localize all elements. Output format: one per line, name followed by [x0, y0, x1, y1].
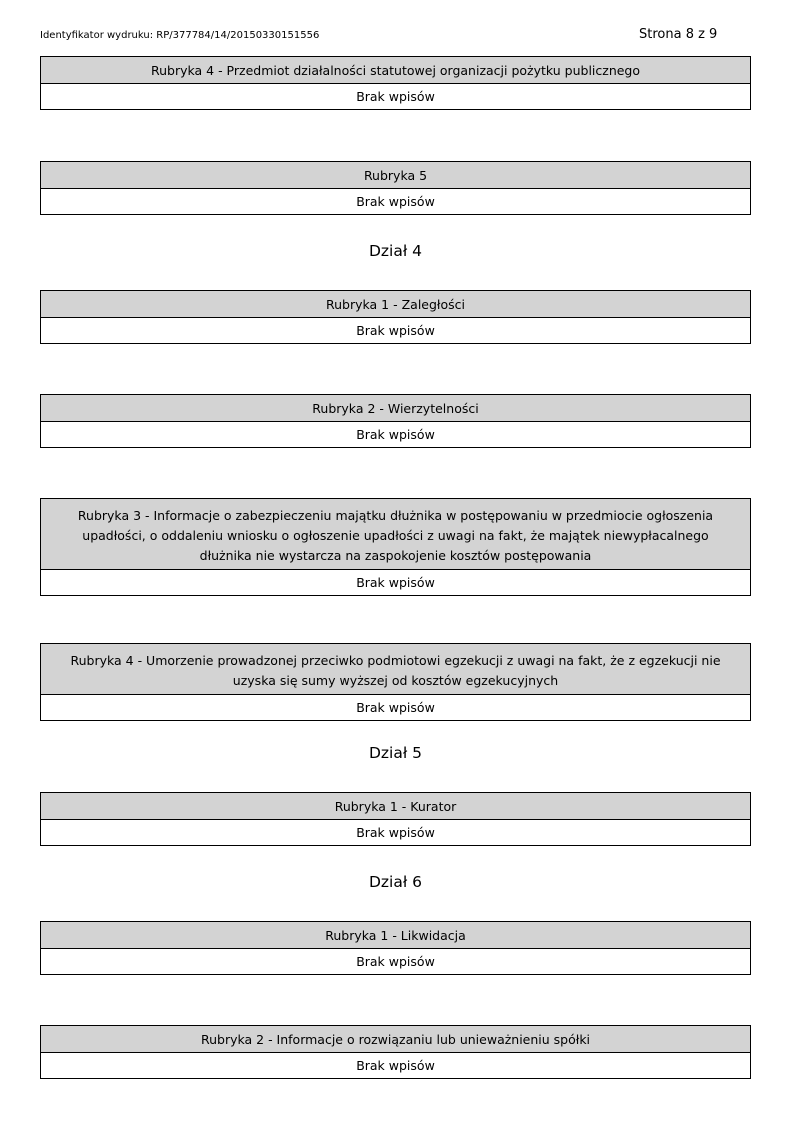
- print-identifier: Identyfikator wydruku: RP/377784/14/20150330151556: [40, 30, 320, 41]
- rubric-body: Brak wpisów: [356, 194, 435, 209]
- rubric-box: [40, 498, 751, 596]
- rubric-box: [40, 290, 751, 344]
- rubric-box: [40, 394, 751, 448]
- rubric-body: Brak wpisów: [356, 954, 435, 969]
- rubric-box: [40, 643, 751, 721]
- rubric-body: Brak wpisów: [356, 575, 435, 590]
- rubric-body: Brak wpisów: [356, 825, 435, 840]
- rubric-heading: Rubryka 4 - Przedmiot działalności statutowej organizacji pożytku publicznego: [41, 57, 750, 84]
- rubric-box: [40, 792, 751, 846]
- rubric-body: Brak wpisów: [356, 700, 435, 715]
- rubric-heading: Rubryka 1 - Likwidacja: [41, 922, 750, 949]
- rubric-body: Brak wpisów: [356, 323, 435, 338]
- rubric-heading: Rubryka 3 - Informacje o zabezpieczeniu majątku dłużnika w postępowaniu w przedmiocie ogłoszenia upadłości, o oddaleniu wniosku o ogłoszenie upadłości z uwagi na fakt, że majątek niewypłacalnego dłużnika nie wystarcza na zaspokojenie kosztów postępowania: [41, 499, 750, 570]
- rubric-box: [40, 921, 751, 975]
- rubric-box: [40, 161, 751, 215]
- section-title: Dział 4: [368, 242, 423, 260]
- rubric-body: Brak wpisów: [356, 89, 435, 104]
- rubric-box: [40, 56, 751, 110]
- rubric-heading: Rubryka 2 - Wierzytelności: [41, 395, 750, 422]
- rubric-heading: Rubryka 1 - Zaległości: [41, 291, 750, 318]
- rubric-heading: Rubryka 4 - Umorzenie prowadzonej przeciwko podmiotowi egzekucji z uwagi na fakt, że z egzekucji nie uzyska się sumy wyższej od kosztów egzekucyjnych: [41, 644, 750, 695]
- rubric-heading: Rubryka 1 - Kurator: [41, 793, 750, 820]
- rubric-body: Brak wpisów: [356, 1058, 435, 1073]
- rubric-box: [40, 1025, 751, 1079]
- rubric-heading: Rubryka 2 - Informacje o rozwiązaniu lub unieważnieniu spółki: [41, 1026, 750, 1053]
- rubric-body: Brak wpisów: [356, 427, 435, 442]
- page-number: Strona 8 z 9: [639, 27, 718, 42]
- rubric-heading: Rubryka 5: [41, 162, 750, 189]
- section-title: Dział 5: [368, 744, 423, 762]
- section-title: Dział 6: [368, 873, 423, 891]
